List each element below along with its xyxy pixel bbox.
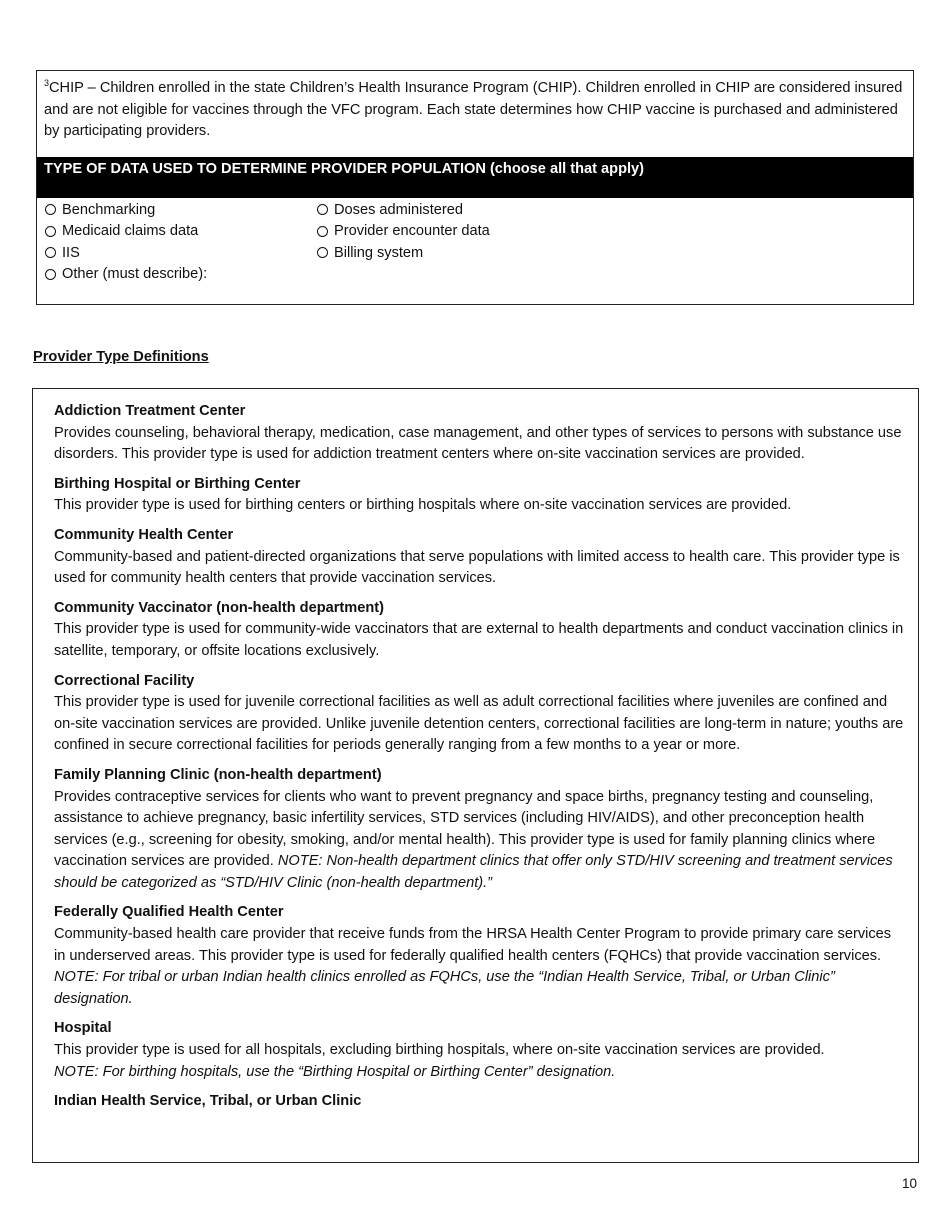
definition-title: Community Health Center	[54, 526, 234, 543]
definition-title: Indian Health Service, Tribal, or Urban Clinic	[54, 1093, 362, 1110]
option-provider-encounter-data[interactable]	[317, 221, 490, 243]
definition-body	[54, 423, 904, 466]
definitions-box	[32, 388, 919, 1163]
definition-title: Correctional Facility	[54, 672, 195, 689]
definition-text: Provides contraceptive services for clients who want to prevent pregnancy and space births, pregnancy testing and counseling, assistance to achieve pregnancy, basic infertility services, STD services (including HIV/AIDS), and other preconception health services (e.g., screening for obesity, smoking, and/or mental health). This provider type is used for family planning clinics where vaccination services are provided.	[54, 788, 876, 870]
definition-federally-qualified-health-center	[54, 902, 904, 1010]
option-billing-system[interactable]	[317, 242, 490, 264]
radio-button[interactable]	[317, 226, 328, 237]
definition-text: This provider type is used for juvenile correctional facilities as well as adult correctional facilities where juveniles are confined and on-site vaccination services are provided. Unlike juvenile detention centers, correctional facilities are long-term in nature; youths are confined in secure correctional facilities for periods generally ranging from a few months to a year or more.	[54, 694, 904, 754]
option-label: Medicaid claims data	[62, 223, 199, 240]
definition-title: Federally Qualified Health Center	[54, 904, 284, 921]
option-label: Doses administered	[334, 201, 463, 218]
definition-text: Provides counseling, behavioral therapy, medication, case management, and other types of services to persons with substance use disorders. This provider type is used for addiction treatment centers where on-site vaccination services are provided.	[54, 424, 902, 463]
definition-body	[54, 619, 904, 662]
definition-title: Birthing Hospital or Birthing Center	[54, 475, 301, 492]
option-iis[interactable]	[45, 242, 207, 264]
radio-button[interactable]	[45, 269, 56, 280]
option-benchmarking[interactable]	[45, 199, 207, 221]
chip-note	[37, 71, 913, 143]
definition-title: Addiction Treatment Center	[54, 403, 246, 419]
definition-note: NOTE: Non-health department clinics that offer only STD/HIV screening and treatment services should be categorized as “STD/HIV Clinic (non-health department).”	[54, 853, 893, 891]
definition-family-planning-clinic-non-health-department	[54, 765, 904, 895]
definition-text: Community-based health care provider that receive funds from the HRSA Health Center Program to provide primary care services in underserved areas. This provider type is used for federally qualified health centers (FQHCs) that provide vaccination services.	[54, 926, 892, 964]
definition-addiction-treatment-center	[54, 401, 904, 466]
definition-text: This provider type is used for community-wide vaccinators that are external to health departments and conduct vaccination clinics in satellite, temporary, or offsite locations exclusively.	[54, 621, 904, 659]
definition-text: This provider type is used for all hospitals, excluding birthing hospitals, where on-site vaccination services are provided.	[54, 1042, 825, 1059]
options-column-1	[45, 199, 207, 285]
radio-button[interactable]	[45, 226, 56, 237]
definition-body	[54, 787, 904, 895]
definition-birthing-hospital-or-birthing-center	[54, 474, 904, 517]
option-label: Other (must describe):	[62, 266, 208, 283]
definition-body	[54, 924, 904, 1010]
option-doses-administered[interactable]	[317, 199, 490, 221]
options-column-2	[317, 199, 490, 264]
definition-text: Community-based and patient-directed organizations that serve populations with limited access to health care. This provider type is used for community health centers that provide vaccination services.	[54, 548, 900, 587]
footnote-marker: 3	[44, 78, 50, 88]
radio-button[interactable]	[317, 204, 328, 215]
definition-correctional-facility	[54, 671, 904, 757]
radio-button[interactable]	[317, 247, 328, 258]
definition-title: Family Planning Clinic (non-health department)	[54, 766, 382, 783]
definition-body	[54, 547, 904, 590]
option-label: IIS	[62, 244, 80, 261]
option-other-must-describe[interactable]	[45, 264, 207, 286]
option-label: Benchmarking	[62, 201, 156, 218]
chip-note-text: CHIP – Children enrolled in the state Children’s Health Insurance Program (CHIP). Children enrolled in CHIP are considered insured and are not eligible for vaccines through the VFC program. Each state determines how CHIP vaccine is purchased and administered by participating providers.	[44, 80, 903, 139]
radio-button[interactable]	[45, 204, 56, 215]
definition-hospital	[54, 1018, 904, 1083]
option-label: Billing system	[334, 244, 424, 261]
definition-indian-health-service-tribal-or-urban-clinic	[54, 1091, 904, 1113]
option-medicaid-claims-data[interactable]	[45, 221, 207, 243]
option-label: Provider encounter data	[334, 223, 490, 240]
definition-body	[54, 495, 904, 517]
definition-note: NOTE: For birthing hospitals, use the “Birthing Hospital or Birthing Center” designation.	[54, 1063, 616, 1080]
chip-note-box	[36, 70, 914, 305]
definitions-list	[54, 401, 904, 1121]
data-type-header: TYPE OF DATA USED TO DETERMINE PROVIDER POPULATION (choose all that apply)	[37, 157, 913, 198]
definition-note: NOTE: For tribal or urban Indian health clinics enrolled as FQHCs, use the “Indian Health Service, Tribal, or Urban Clinic” designation.	[54, 969, 835, 1007]
definition-body	[54, 1040, 904, 1083]
definition-body	[54, 692, 904, 757]
definition-text: This provider type is used for birthing centers or birthing hospitals where on-site vaccination services are provided.	[54, 497, 792, 514]
section-title: Provider Type Definitions	[33, 349, 209, 365]
definition-title: Community Vaccinator (non-health department)	[54, 599, 385, 616]
definition-community-health-center	[54, 525, 904, 590]
definition-title: Hospital	[54, 1020, 112, 1037]
page-number: 10	[901, 1176, 917, 1191]
definition-community-vaccinator-non-health-department	[54, 598, 904, 663]
radio-button[interactable]	[45, 247, 56, 258]
